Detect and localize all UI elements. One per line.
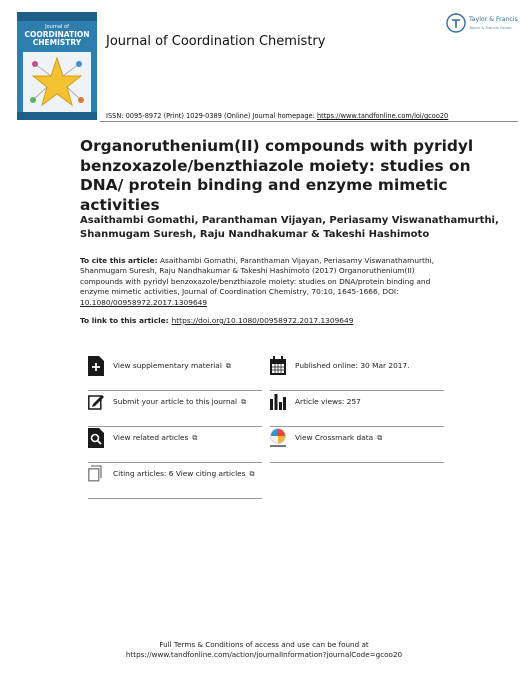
cover-title-line2: COORDINATION xyxy=(24,30,90,39)
tile-related-articles[interactable] xyxy=(88,427,262,463)
views-label: Article views: 257 xyxy=(295,397,361,406)
cover-title-line1: Journal of xyxy=(45,24,69,30)
cover-footer-strip xyxy=(17,112,97,120)
publisher-logo-subtext: Taylor & Francis Group xyxy=(469,25,512,30)
crossmark-label[interactable] xyxy=(295,433,382,443)
article-link-line xyxy=(80,316,353,325)
crossmark-icon xyxy=(270,428,286,448)
published-label: Published online: 30 Mar 2017. xyxy=(295,361,410,370)
external-link-icon: ⧉ xyxy=(377,434,383,442)
tile-crossmark[interactable] xyxy=(270,427,444,463)
taylor-francis-emblem-icon xyxy=(446,13,466,33)
citing-label[interactable] xyxy=(113,469,255,479)
bar-chart-icon xyxy=(270,392,286,412)
supplementary-text: View supplementary material xyxy=(113,361,222,370)
tile-published-date xyxy=(270,355,444,391)
document-plus-icon xyxy=(88,356,104,376)
tile-submit-article[interactable] xyxy=(88,391,262,427)
external-link-icon: ⧉ xyxy=(249,470,255,478)
cover-title-line3: CHEMISTRY xyxy=(32,38,82,47)
article-title: Organoruthenium(II) compounds with pyridyl benzoxazole/benzthiazole moiety: studies on DNA/ protein binding and enzyme mimetic activities xyxy=(80,137,474,214)
tile-article-views xyxy=(270,391,444,427)
taylor-francis-logo[interactable] xyxy=(446,13,518,37)
citation-block xyxy=(80,256,440,308)
journal-title[interactable]: Journal of Coordination Chemistry xyxy=(106,34,326,49)
tile-citing-articles[interactable] xyxy=(88,463,262,499)
cite-text: Asaithambi Gomathi, Paranthaman Vijayan, Periasamy Viswanathamurthi, Shanmugam Suresh, Raju Nandhakumar & Takeshi Hashimoto (2017) Organoruthenium(II) compounds with pyridyl benzoxazole/benzthiazole moiety: studies on DNA/protein binding and enzyme mimetic activities, Journal of Coordination Chemistry, 70:10, 1645-1666, DOI: xyxy=(80,256,435,297)
search-document-icon xyxy=(88,428,104,448)
link-label: To link to this article: xyxy=(80,316,169,325)
publisher-logo-text: Taylor & Francis xyxy=(469,16,518,23)
external-link-icon: ⧉ xyxy=(241,398,247,406)
cover-title xyxy=(19,23,95,47)
related-text: View related articles xyxy=(113,433,189,442)
tile-supplementary[interactable] xyxy=(88,355,262,391)
journal-homepage-link[interactable]: https://www.tandfonline.com/loi/gcoo20 xyxy=(316,112,449,120)
crossmark-text: View Crossmark data xyxy=(295,433,374,442)
calendar-icon xyxy=(270,356,286,376)
related-label[interactable] xyxy=(113,433,197,443)
cite-doi-link[interactable]: 10.1080/00958972.2017.1309649 xyxy=(80,297,208,307)
header-divider xyxy=(100,121,518,122)
cover-top-strip xyxy=(17,12,97,21)
article-authors: Asaithambi Gomathi, Paranthaman Vijayan, Periasamy Viswanathamurthi, Shanmugam Suresh, Raju Nandhakumar & Takeshi Hashimoto xyxy=(80,215,499,240)
external-link-icon: ⧉ xyxy=(225,362,231,370)
supplementary-label[interactable] xyxy=(113,361,231,371)
footer-terms-link[interactable]: https://www.tandfonline.com/action/journalInformation?journalCode=gcoo20 xyxy=(125,650,403,659)
cite-label: To cite this article: xyxy=(80,256,158,265)
journal-cover-image xyxy=(17,12,97,120)
documents-stack-icon xyxy=(88,464,104,484)
issn-line xyxy=(106,112,448,120)
edit-pencil-icon xyxy=(88,392,104,412)
article-doi-link[interactable]: https://doi.org/10.1080/00958972.2017.1309649 xyxy=(171,316,354,325)
submit-label[interactable] xyxy=(113,397,246,407)
issn-text: ISSN: 0095-8972 (Print) 1029-0389 (Online) Journal homepage: xyxy=(106,112,317,120)
citing-text: Citing articles: 6 View citing articles xyxy=(113,469,246,478)
footer-terms-text: Full Terms & Conditions of access and use can be found at xyxy=(159,640,369,649)
submit-text: Submit your article to this journal xyxy=(113,397,238,406)
external-link-icon: ⧉ xyxy=(192,434,198,442)
cover-illustration xyxy=(23,52,91,112)
